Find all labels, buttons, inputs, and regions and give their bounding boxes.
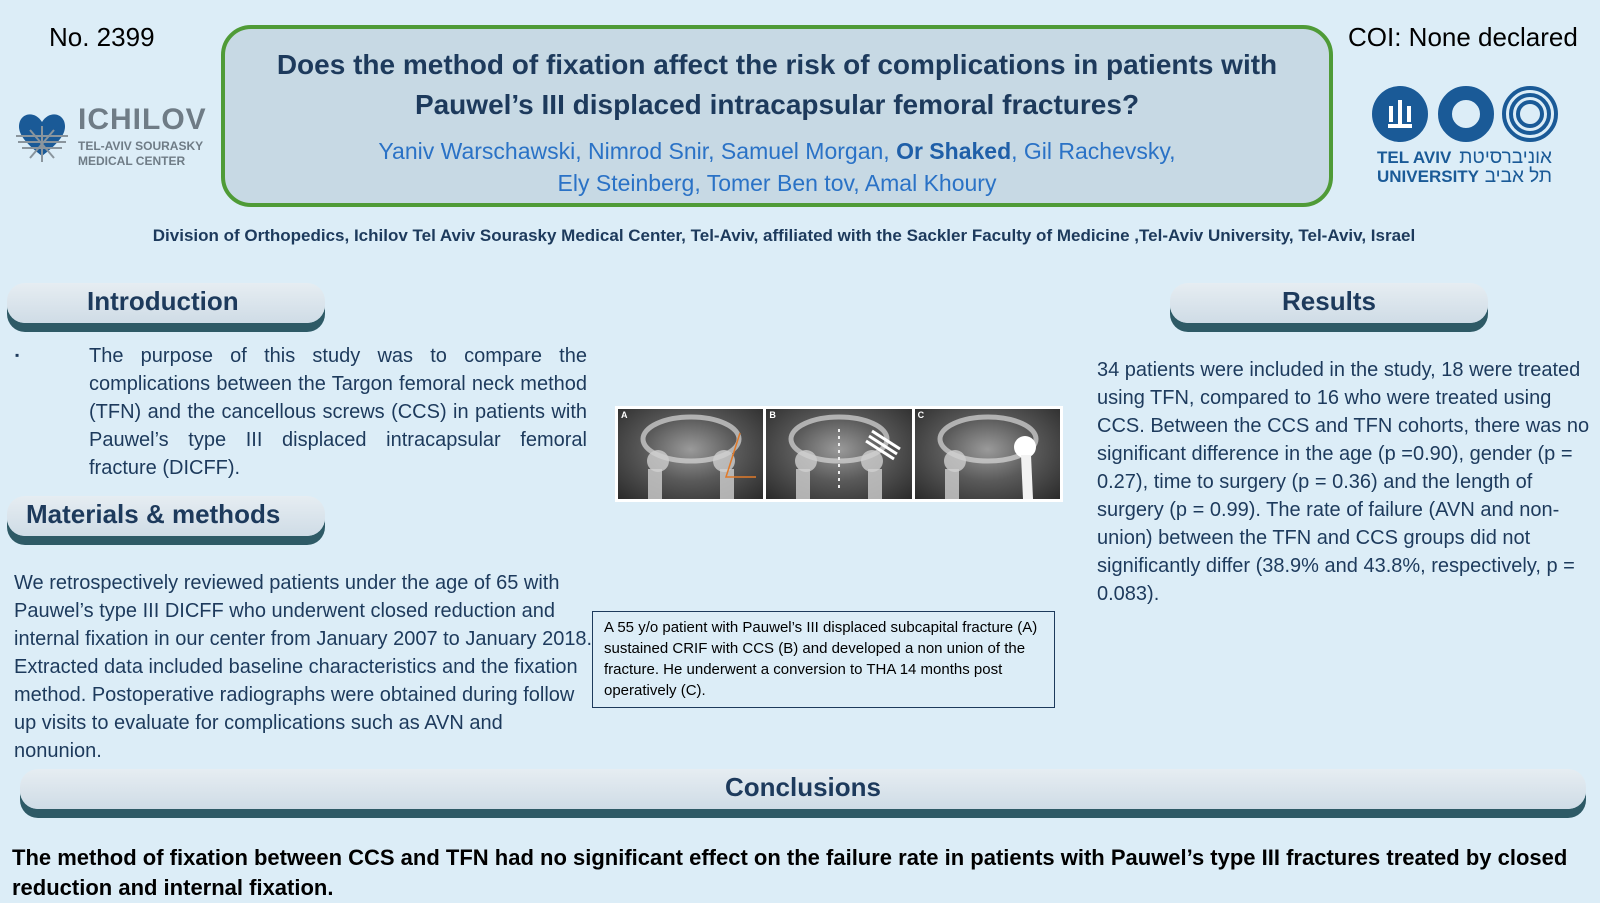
methods-text: We retrospectively reviewed patients under the age of 65 with Pauwel’s type III DICFF who underwent closed reduction and internal fixation in our center from January 2007 to January 2018. Extracted data included baseline characteristics and the fixation method. Postoperative radiographs were obtained during follow up visits to evaluate for complications such as AVN and nonunion.	[14, 572, 593, 762]
conclusions-text: The method of fixation between CCS and TFN had no significant effect on the failure rate in patients with Pauwel’s type III fractures treated by closed reduction and internal fixation.	[12, 845, 1568, 900]
panel-label-b: B	[769, 410, 776, 420]
panel-label-a: A	[621, 410, 628, 420]
pelvis-xray-a-icon	[618, 409, 763, 499]
poster-title: Does the method of fixation affect the risk of complications in patients with Pauwel’s III displaced intracapsular femoral fractures?	[276, 49, 1278, 120]
ichilov-emblem-icon	[14, 106, 70, 162]
ichilov-name: ICHILOV	[78, 103, 207, 136]
results-text: 34 patients were included in the study, 18 were treated using TFN, compared to 16 who were treated using CCS. Between the CCS and TFN cohorts, there was no significant difference in the age (p =0.90), gender (p = 0.27), time to surgery (p = 0.36) and the length of surgery (p = 0.99). The rate of failure (AVN and non-union) between the TFN and CCS groups did not significantly differ (38.9% and 43.8%, respectively, p = 0.083).	[1097, 359, 1590, 605]
conclusions-heading: Conclusions	[20, 769, 1586, 809]
ichilov-subtitle-1: TEL-AVIV SOURASKY	[78, 139, 204, 153]
author-line-1	[225, 135, 1329, 167]
ichilov-logo	[14, 103, 207, 168]
radiograph-panel-c	[915, 409, 1060, 499]
ichilov-subtitle-2: MEDICAL CENTER	[78, 154, 186, 168]
tau-name-he-2: תל אביב	[1484, 166, 1552, 187]
radiograph-panel-a	[618, 409, 763, 499]
introduction-heading: Introduction	[7, 283, 325, 323]
affiliation: Division of Orthopedics, Ichilov Tel Aviv Sourasky Medical Center, Tel-Aviv, affiliated with the Sackler Faculty of Medicine ,Tel-Aviv University, Tel-Aviv, Israel	[152, 226, 1416, 245]
author-list	[225, 135, 1329, 199]
authors-after: , Gil Rachevsky,	[1011, 138, 1176, 164]
author-line-2: Ely Steinberg, Tomer Ben tov, Amal Khoury	[557, 170, 997, 196]
radiograph-panel-b	[766, 409, 911, 499]
introduction-text: The purpose of this study was to compare the complications between the Targon femoral neck method (TFN) and the cancellous screws (CCS) in patients with Pauwel’s type III displaced intracapsular femoral fracture (DICFF).	[89, 345, 587, 479]
tau-name-en-2: UNIVERSITY	[1377, 167, 1480, 186]
poster-number: No. 2399	[49, 22, 155, 52]
pelvis-xray-b-icon	[766, 409, 911, 499]
figure-caption: A 55 y/o patient with Pauwel’s III displaced subcapital fracture (A) sustained CRIF with CCS (B) and developed a non union of the fracture. He underwent a conversion to THA 14 months post operatively (C).	[592, 611, 1055, 708]
presenting-author: Or Shaked	[896, 138, 1012, 164]
coi-statement: COI: None declared	[1348, 22, 1578, 52]
tau-logo	[1370, 84, 1560, 189]
results-heading: Results	[1170, 283, 1488, 323]
bullet-icon: ▪	[15, 348, 20, 362]
panel-label-c: C	[917, 410, 925, 420]
tau-name-he-1: אוניברסיטת	[1459, 147, 1552, 168]
pelvis-xray-c-icon	[915, 409, 1060, 499]
authors-before: Yaniv Warschawski, Nimrod Snir, Samuel Morgan,	[378, 138, 897, 164]
tau-rings-icon	[1370, 84, 1560, 144]
radiograph-figure	[615, 406, 1063, 502]
methods-heading: Materials & methods	[7, 496, 325, 536]
tau-name-en-1: TEL AVIV	[1377, 148, 1452, 167]
title-box	[221, 25, 1333, 207]
